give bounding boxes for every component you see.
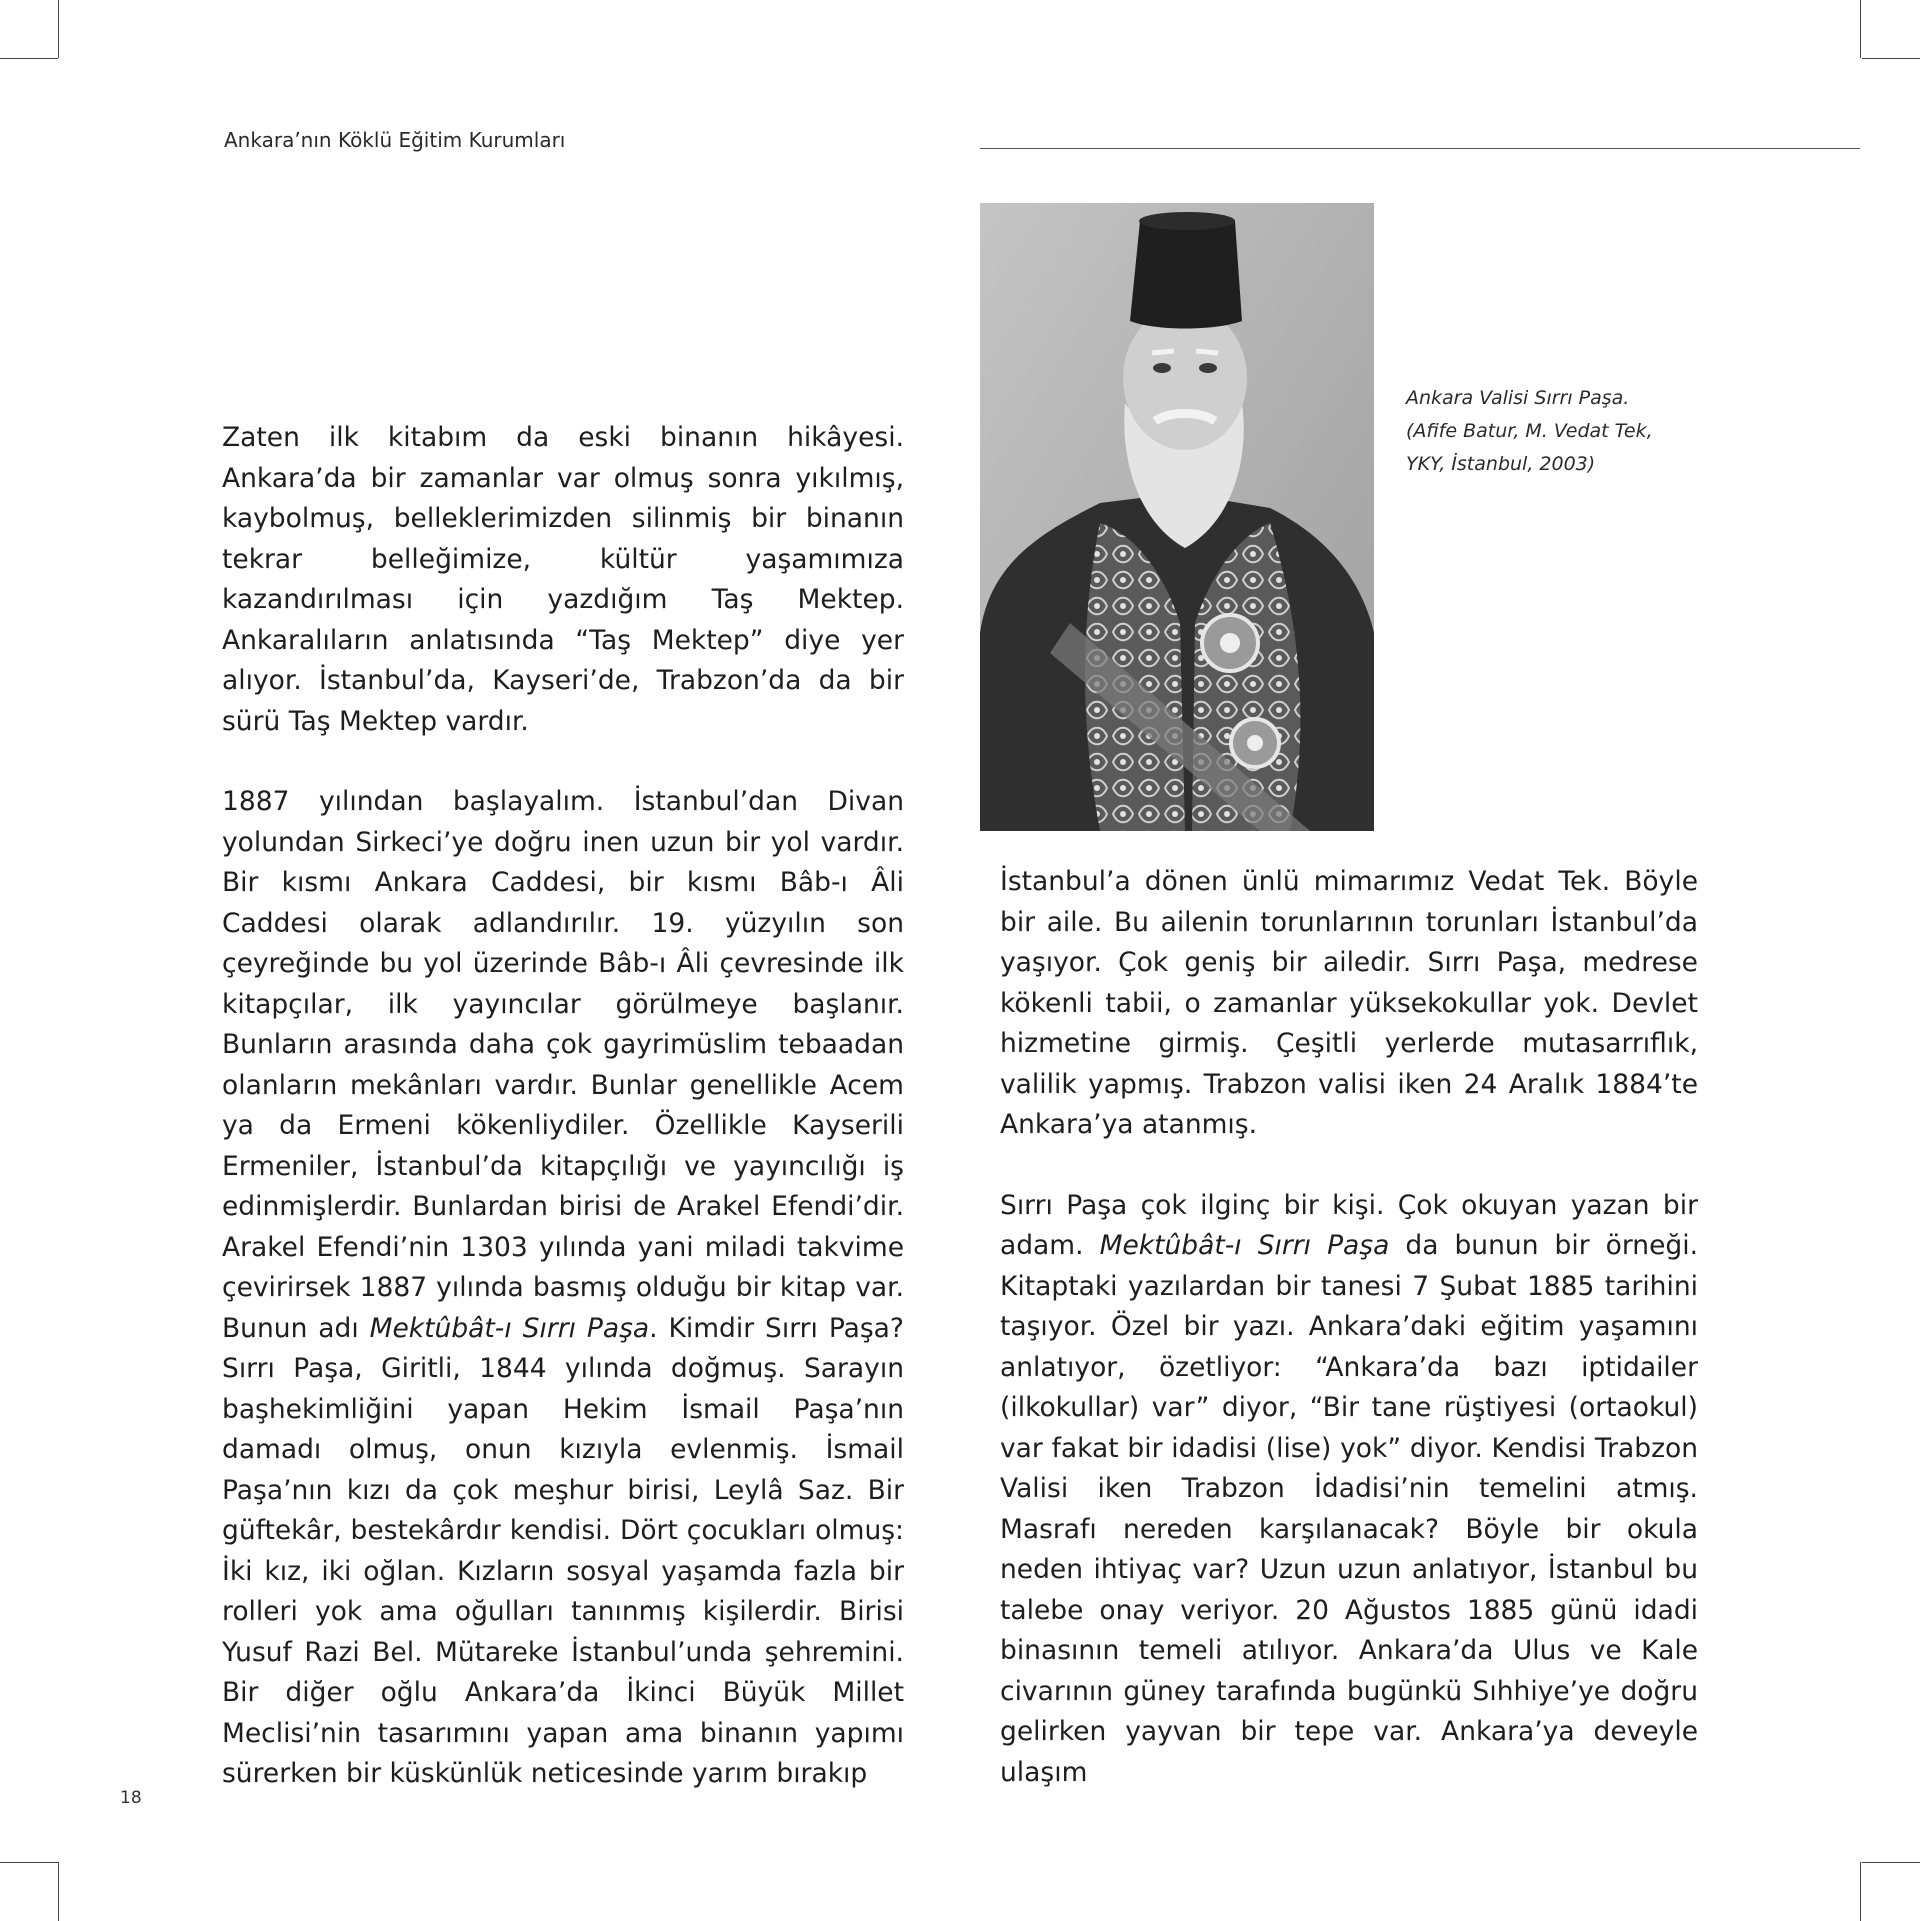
book-title-right: Mektûbât-ı Sırrı Paşa	[1099, 1230, 1390, 1261]
portrait-photo	[980, 203, 1374, 831]
photo-caption	[1406, 382, 1766, 481]
right-paragraph-2-text-b: da bunun bir örneği. Kitaptaki yazılardan bir tanesi 7 Şubat 1885 tarihini taşıyor. Özel bir yazı. Ankara’daki eğitim yaşamını anlatıyor, özetliyor: “Ankara’da bazı iptidailer (ilkokullar) var” diyor, “Bir tane rüştiyesi (ortaokul) var fakat bir idadisi (lise) yok” diyor. Kendisi Trabzon Valisi iken Trabzon İdadisi’nin temelini atmış. Masrafı nereden karşılanacak? Böyle bir okula neden ihtiyaç var? Uzun uzun anlatıyor, İstanbul bu talebe onay veriyor. 20 Ağustos 1885 günü idadi binasının temeli atılıyor. Ankara’da Ulus ve Kale civarının güney tarafında bugünkü Sıhhiye’ye doğru gelirken yayvan bir tepe var. Ankara’ya deveyle ulaşım	[1000, 1230, 1698, 1788]
fez-top	[1139, 212, 1235, 230]
right-column	[1000, 862, 1698, 1793]
left-paragraph-2-text-b: . Kimdir Sırrı Paşa? Sırrı Paşa, Giritli, 1844 yılında doğmuş. Sarayın başhekimliğini yapan Hekim İsmail Paşa’nın damadı olmuş, onun kızıyla evlenmiş. İsmail Paşa’nın kızı da çok meşhur birisi, Leylâ Saz. Bir güftekâr, bestekârdır kendisi. Dört çocukları olmuş: İki kız, iki oğlan. Kızların sosyal yaşamda fazla bir rolleri yok ama oğulları tanınmış kişilerdir. Birisi Yusuf Razi Bel. Mütareke İstanbul’unda şehremini. Bir diğer oğlu Ankara’da İkinci Büyük Millet Meclisi’nin tasarımını yapan ama binanın yapımı sürerken bir küskünlük neticesinde yarım bırakıp	[222, 1312, 904, 1789]
header-rule	[980, 148, 1860, 149]
crop-mark-top-right-h	[1862, 58, 1920, 59]
book-title-left: Mektûbât-ı Sırrı Paşa	[369, 1312, 650, 1344]
crop-mark-top-left-h	[0, 58, 58, 59]
right-paragraph-2	[1000, 1186, 1698, 1794]
medal-lower-center-icon	[1247, 735, 1263, 751]
crop-mark-bottom-left-h	[0, 1862, 58, 1863]
crop-mark-bottom-right-h	[1862, 1862, 1920, 1863]
eye-left	[1153, 363, 1171, 373]
caption-line-1: Ankara Valisi Sırrı Paşa.	[1406, 387, 1630, 409]
right-paragraph-2-text-a: Sırrı Paşa çok ilginç bir kişi. Çok okuyan yazan bir adam.	[1000, 1189, 1698, 1261]
left-paragraph-1: Zaten ilk kitabım da eski binanın hikâyesi. Ankara’da bir zamanlar var olmuş sonra yıkılmış, kaybolmuş, belleklerimizden silinmiş bir binanın tekrar belleğimize, kültür yaşamımıza kazandırılması için yazdığım Taş Mektep. Ankaralıların anlatısında “Taş Mektep” diye yer alıyor. İstanbul’da, Kayseri’de, Trabzon’da da bir sürü Taş Mektep vardır.	[222, 422, 904, 737]
crop-mark-bottom-left	[58, 1862, 59, 1921]
left-paragraph-2	[222, 782, 904, 1795]
crop-mark-bottom-right	[1860, 1862, 1861, 1921]
medal-upper-center-icon	[1220, 633, 1240, 653]
running-head: Ankara’nın Köklü Eğitim Kurumları	[224, 128, 566, 152]
crop-mark-top-left	[58, 0, 59, 58]
fez-hat	[1130, 214, 1242, 329]
crop-mark-top-right	[1860, 0, 1861, 58]
page-number: 18	[120, 1788, 142, 1808]
right-paragraph-1: İstanbul’a dönen ünlü mimarımız Vedat Tek. Böyle bir aile. Bu ailenin torunlarının torunları İstanbul’da yaşıyor. Çok geniş bir ailedir. Sırrı Paşa, medrese kökenli tabii, o zamanlar yüksekokullar yok. Devlet hizmetine girmiş. Çeşitli yerlerde mutasarrıflık, valilik yapmış. Trabzon valisi iken 24 Aralık 1884’te Ankara’ya atanmış.	[1000, 866, 1698, 1140]
portrait-illustration	[980, 203, 1374, 831]
left-column	[222, 418, 904, 1795]
left-paragraph-2-text-a: 1887 yılından başlayalım. İstanbul’dan Divan yolundan Sirkeci’ye doğru inen uzun bir yol vardır. Bir kısmı Ankara Caddesi, bir kısmı Bâb-ı Âli Caddesi olarak adlandırılır. 19. yüzyılın son çeyreğinde bu yol üzerinde Bâb-ı Âli çevresinde ilk kitapçılar, ilk yayıncılar görülmeye başlanır. Bunların arasında daha çok gayrimüslim tebaadan olanların mekânları vardır. Bunlar genellikle Acem ya da Ermeni kökenliydiler. Özellikle Kayserili Ermeniler, İstanbul’da kitapçılığı ve yayıncılığı iş edinmişlerdir. Bunlardan birisi de Arakel Efendi’dir. Arakel Efendi’nin 1303 yılında yani miladi takvime çevirirsek 1887 yılında basmış olduğu bir kitap var. Bunun adı	[222, 786, 904, 1344]
eye-right	[1199, 363, 1217, 373]
caption-line-3: YKY, İstanbul, 2003)	[1406, 453, 1596, 475]
caption-line-2: (Afife Batur, M. Vedat Tek,	[1406, 420, 1653, 442]
